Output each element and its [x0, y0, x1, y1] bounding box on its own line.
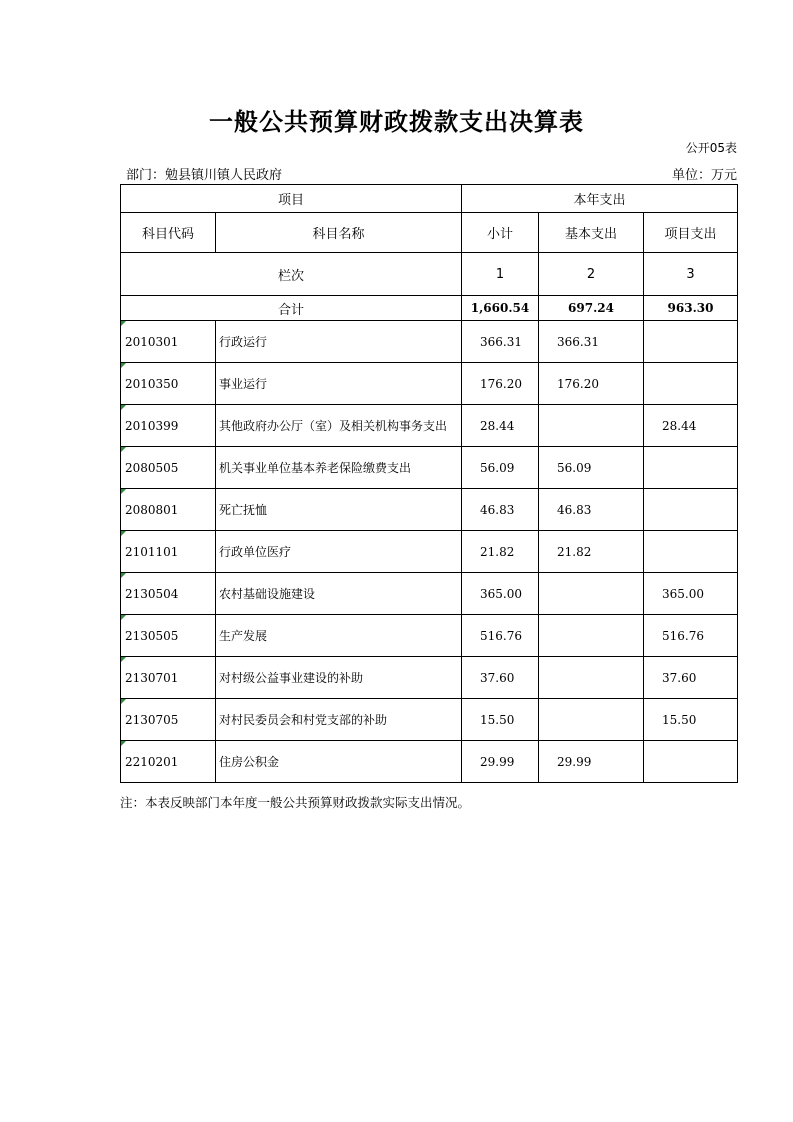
cell-marker-icon	[121, 741, 126, 746]
row-subtotal: 516.76	[462, 615, 539, 657]
row-code-text: 2210201	[125, 754, 179, 769]
cell-marker-icon	[121, 405, 126, 410]
row-code	[121, 573, 216, 615]
row-code-text: 2130705	[125, 712, 179, 727]
row-code-text: 2010301	[125, 334, 179, 349]
row-project: 28.44	[644, 405, 738, 447]
column-order-3: 3	[644, 253, 738, 296]
unit-label: 单位：万元	[671, 168, 737, 183]
row-name: 机关事业单位基本养老保险缴费支出	[216, 447, 462, 489]
row-name: 死亡抚恤	[216, 489, 462, 531]
row-project: 365.00	[644, 573, 738, 615]
row-project	[644, 447, 738, 489]
row-code	[121, 447, 216, 489]
total-row	[121, 296, 738, 321]
row-basic	[539, 615, 644, 657]
cell-marker-icon	[121, 489, 126, 494]
row-project: 37.60	[644, 657, 738, 699]
row-basic	[539, 573, 644, 615]
row-project	[644, 363, 738, 405]
table-row	[121, 405, 738, 447]
row-code	[121, 699, 216, 741]
row-name: 住房公积金	[216, 741, 462, 783]
row-code	[121, 405, 216, 447]
row-basic	[539, 405, 644, 447]
header-current-year: 本年支出	[462, 185, 738, 213]
table-row	[121, 657, 738, 699]
table-row	[121, 531, 738, 573]
row-code	[121, 741, 216, 783]
row-code-text: 2130505	[125, 628, 179, 643]
row-code-text: 2130504	[125, 586, 179, 601]
row-subtotal: 366.31	[462, 321, 539, 363]
row-subtotal: 176.20	[462, 363, 539, 405]
page-title: 一般公共预算财政拨款支出决算表	[209, 108, 584, 136]
row-code	[121, 615, 216, 657]
footnote: 注：本表反映部门本年度一般公共预算财政拨款实际支出情况。	[120, 795, 471, 810]
total-basic: 697.24	[539, 296, 644, 321]
row-subtotal: 46.83	[462, 489, 539, 531]
row-project	[644, 321, 738, 363]
row-project	[644, 489, 738, 531]
header-row-2	[121, 213, 738, 253]
row-basic	[539, 699, 644, 741]
row-basic: 176.20	[539, 363, 644, 405]
row-subtotal: 15.50	[462, 699, 539, 741]
row-subtotal: 28.44	[462, 405, 539, 447]
total-label: 合计	[121, 296, 462, 321]
row-subtotal: 21.82	[462, 531, 539, 573]
row-basic: 366.31	[539, 321, 644, 363]
total-project: 963.30	[644, 296, 738, 321]
row-basic: 56.09	[539, 447, 644, 489]
row-basic: 29.99	[539, 741, 644, 783]
row-name: 行政运行	[216, 321, 462, 363]
header-project-expense: 项目支出	[644, 213, 738, 253]
table-row	[121, 615, 738, 657]
header-basic: 基本支出	[539, 213, 644, 253]
table-row	[121, 741, 738, 783]
expenditure-table	[120, 184, 738, 783]
row-code	[121, 489, 216, 531]
column-order-row	[121, 253, 738, 296]
row-subtotal: 365.00	[462, 573, 539, 615]
row-name: 生产发展	[216, 615, 462, 657]
header-row-1	[121, 185, 738, 213]
total-subtotal: 1,660.54	[462, 296, 539, 321]
cell-marker-icon	[121, 699, 126, 704]
row-project: 516.76	[644, 615, 738, 657]
row-code-text: 2130701	[125, 670, 179, 685]
row-project	[644, 531, 738, 573]
header-subtotal: 小计	[462, 213, 539, 253]
row-code	[121, 531, 216, 573]
row-project	[644, 741, 738, 783]
row-name: 事业运行	[216, 363, 462, 405]
row-name: 行政单位医疗	[216, 531, 462, 573]
cell-marker-icon	[121, 531, 126, 536]
row-code-text: 2010399	[125, 418, 179, 433]
row-code-text: 2101101	[125, 544, 179, 559]
row-name: 农村基础设施建设	[216, 573, 462, 615]
row-code-text: 2010350	[125, 376, 179, 391]
row-code	[121, 321, 216, 363]
row-name: 对村民委员会和村党支部的补助	[216, 699, 462, 741]
header-name: 科目名称	[216, 213, 462, 253]
row-subtotal: 56.09	[462, 447, 539, 489]
row-project: 15.50	[644, 699, 738, 741]
cell-marker-icon	[121, 363, 126, 368]
form-number: 公开05表	[685, 141, 737, 155]
cell-marker-icon	[121, 615, 126, 620]
cell-marker-icon	[121, 573, 126, 578]
row-code	[121, 657, 216, 699]
cell-marker-icon	[121, 657, 126, 662]
table-row	[121, 699, 738, 741]
table-row	[121, 363, 738, 405]
row-subtotal: 29.99	[462, 741, 539, 783]
column-order-label: 栏次	[121, 253, 462, 296]
row-name: 对村级公益事业建设的补助	[216, 657, 462, 699]
cell-marker-icon	[121, 321, 126, 326]
row-code	[121, 363, 216, 405]
department-label: 部门：勉县镇川镇人民政府	[126, 168, 283, 183]
row-basic: 21.82	[539, 531, 644, 573]
row-code-text: 2080801	[125, 502, 179, 517]
table-row	[121, 447, 738, 489]
row-basic	[539, 657, 644, 699]
table-row	[121, 489, 738, 531]
row-basic: 46.83	[539, 489, 644, 531]
column-order-1: 1	[462, 253, 539, 296]
table-row	[121, 321, 738, 363]
cell-marker-icon	[121, 447, 126, 452]
row-code-text: 2080505	[125, 460, 179, 475]
row-name: 其他政府办公厅（室）及相关机构事务支出	[216, 405, 462, 447]
header-project: 项目	[121, 185, 462, 213]
column-order-2: 2	[539, 253, 644, 296]
table-row	[121, 573, 738, 615]
header-code: 科目代码	[121, 213, 216, 253]
row-subtotal: 37.60	[462, 657, 539, 699]
